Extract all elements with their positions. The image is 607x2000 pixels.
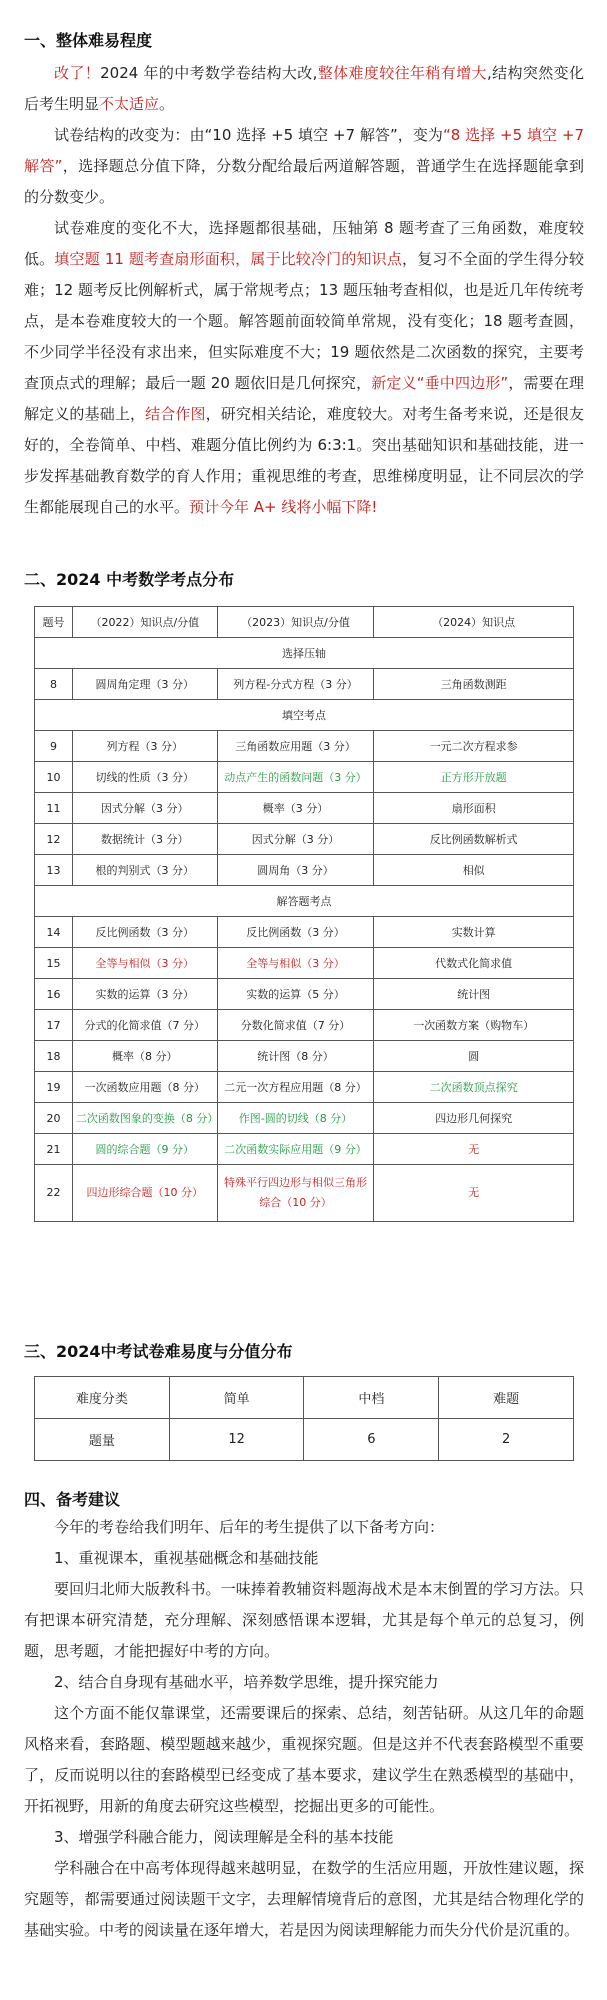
table-row: 8 圆周角定理（3 分） 列方程-分式方程（3 分） 三角函数测距 xyxy=(35,669,574,700)
table-row: 题量 12 6 2 xyxy=(35,1419,574,1461)
section3-title: 三、2024中考试卷难易度与分值分布 xyxy=(24,1342,293,1361)
table-row: 21 圆的综合题（9 分） 二次函数实际应用题（9 分） 无 xyxy=(35,1134,574,1165)
difficulty-table xyxy=(34,1376,574,1461)
table-header-row: 难度分类 简单 中档 难题 xyxy=(35,1377,574,1419)
advice-heading-1: 1、重视课本，重视基础概念和基础技能 xyxy=(54,1549,319,1567)
advice-paragraph-1: 要回归北师大版教科书。一味捧着教辅资料题海战术是本末倒置的学习方法。只有把课本研究清楚，充分理解、深刻感悟课本逻辑，尤其是每个单元的总复习，例题，思考题，才能把握好中考的方向。 xyxy=(24,1580,584,1660)
table-row: 19 一次函数应用题（8 分） 二元一次方程应用题（8 分） 二次函数顶点探究 xyxy=(35,1072,574,1103)
table-row: 14 反比例函数（3 分） 反比例函数（3 分） 实数计算 xyxy=(35,917,574,948)
advice-paragraph-2: 这个方面不能仅靠课堂，还需要课后的探索、总结，刻苦钻研。从这几年的命题风格来看，套路题、模型题越来越少，重视探究题。但是这并不代表套路模型不重要了，反而说明以往的套路模型已经变成了基本要求，建议学生在熟悉模型的基础中，开拓视野，用新的角度去研究这些模型，挖掘出更多的可能性。 xyxy=(24,1704,584,1815)
paragraph-structure: 试卷结构的改变为：由“10 选择 +5 填空 +7 解答”，变为“8 选择 +5 填空 +7 解答”，选择题总分值下降，分数分配给最后两道解答题，普通学生在选择题能拿到的分数变少。 xyxy=(24,126,584,206)
group-row: 解答题考点 xyxy=(35,886,574,917)
section1-body xyxy=(24,58,584,523)
advice-heading-3: 3、增强学科融合能力，阅读理解是全科的基本技能 xyxy=(54,1828,394,1846)
table-row: 11 因式分解（3 分） 概率（3 分） 扇形面积 xyxy=(35,793,574,824)
table-row: 15 全等与相似（3 分） 全等与相似（3 分） 代数式化简求值 xyxy=(35,948,574,979)
table-row: 18 概率（8 分） 统计图（8 分） 圆 xyxy=(35,1041,574,1072)
group-row: 选择压轴 xyxy=(35,638,574,669)
table-row: 10 切线的性质（3 分） 动点产生的函数问题（3 分） 正方形开放题 xyxy=(35,762,574,793)
section-difficulty-distribution xyxy=(24,1339,584,1362)
paragraph-analysis: 试卷难度的变化不大，选择题都很基础，压轴第 8 题考查了三角函数，难度较低。填空题 11 题考查扇形面积，属于比较冷门的知识点，复习不全面的学生得分较难；12 题考反比例解析式，属于常规考点；13 题压轴考查相似，也是近几年传统考点，是本卷难度较大的一个题。解答题前面较简单常规，没有变化；18 题考查圆，不少同学半径没有求出来，但实际难度不大；19 题依然是二次函数的探究，主要考查顶点式的理解；最后一题 20 题依旧是几何探究，新定义“垂中四边形”，需要在理解定义的基础上，结合作图，研究相关结论，难度较大。对考生备考来说，还是很友好的，全卷简单、中档、难题分值比例约为 6:3:1。突出基础知识和基础技能，进一步发挥基础教育数学的育人作用；重视思维的考查，思维梯度明显，让不同层次的学生都能展现自己的水平。预计今年 A+ 线将小幅下降! xyxy=(24,219,584,516)
table-row: 16 实数的运算（3 分） 实数的运算（5 分） 统计图 xyxy=(35,979,574,1010)
paragraph-intro: 改了！2024 年的中考数学卷结构大改,整体难度较往年稍有增大,结构突然变化后考生明显不太适应。 xyxy=(24,64,584,113)
table-row: 9 列方程（3 分） 三角函数应用题（3 分） 一元二次方程求参 xyxy=(35,731,574,762)
section1-title: 一、整体难易程度 xyxy=(24,31,153,50)
group-row: 填空考点 xyxy=(35,700,574,731)
table-header-row: 题号 （2022）知识点/分值 （2023）知识点/分值 （2024）知识点 xyxy=(35,607,574,638)
table-row: 17 分式的化简求值（7 分） 分数化简求值（7 分） 一次函数方案（购物车） xyxy=(35,1010,574,1041)
advice-paragraph-3: 学科融合在中高考体现得越来越明显，在数学的生活应用题，开放性建议题，探究题等，都需要通过阅读题干文字，去理解情境背后的意图，尤其是结合物理化学的基础实验。中考的阅读量在逐年增大，若是因为阅读理解能力而失分代价是沉重的。 xyxy=(24,1859,584,1939)
section-difficulty xyxy=(24,28,584,51)
advice-heading-2: 2、结合自身现有基础水平，培养数学思维，提升探究能力 xyxy=(54,1673,439,1691)
section4-title: 四、备考建议 xyxy=(24,1490,121,1509)
table-row: 13 根的判别式（3 分） 圆周角（3 分） 相似 xyxy=(35,855,574,886)
section-advice xyxy=(24,1487,584,1510)
advice-intro: 今年的考卷给我们明年、后年的考生提供了以下备考方向： xyxy=(54,1518,445,1536)
section4-body xyxy=(24,1512,584,1946)
table-row: 20 二次函数图象的变换（8 分） 作图-圆的切线（8 分） 四边形几何探究 xyxy=(35,1103,574,1134)
section2-title: 二、2024 中考数学考点分布 xyxy=(24,570,235,589)
table-row: 12 数据统计（3 分） 因式分解（3 分） 反比例函数解析式 xyxy=(35,824,574,855)
knowledge-point-table xyxy=(34,606,574,1222)
table-row: 22 四边形综合题（10 分） 特殊平行四边形与相似三角形综合（10 分） 无 xyxy=(35,1165,574,1222)
section-knowledge-points xyxy=(24,567,584,590)
